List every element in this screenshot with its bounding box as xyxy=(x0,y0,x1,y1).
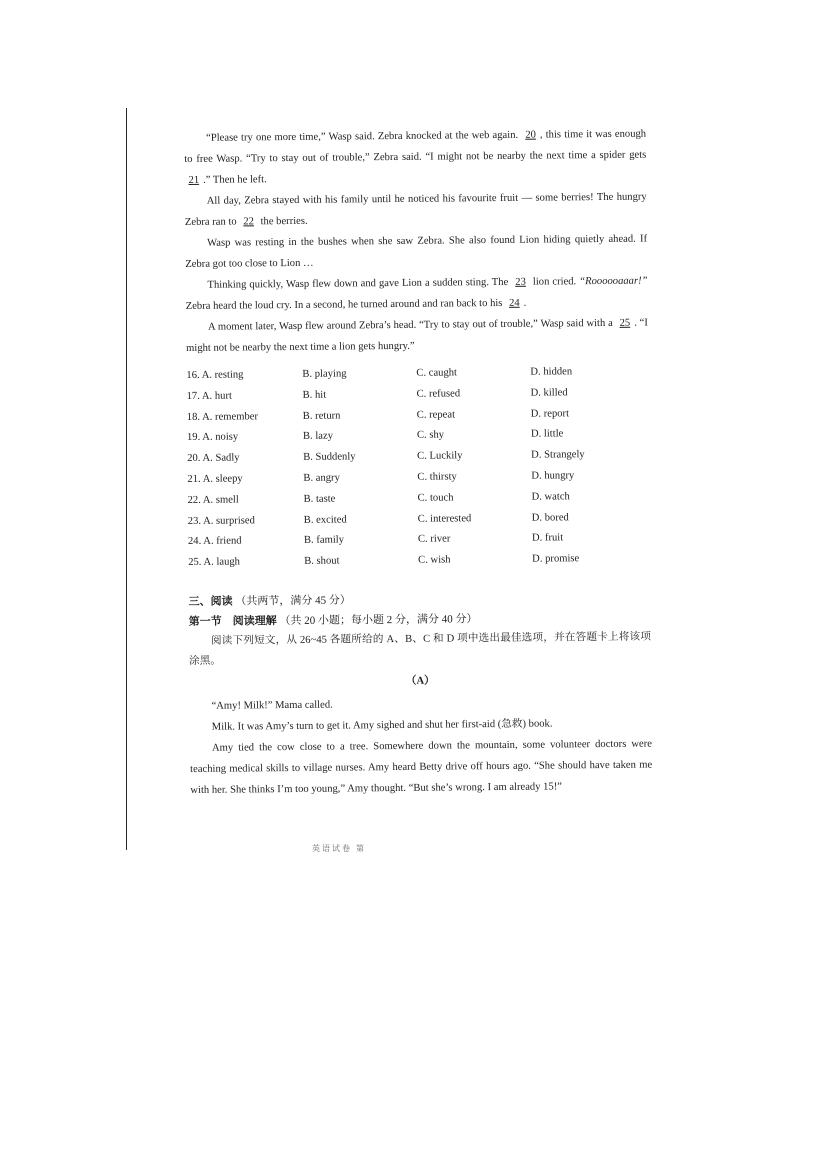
option-c: C. wish xyxy=(418,554,451,566)
blank-25: 25 xyxy=(619,317,631,329)
blank-22: 22 xyxy=(243,216,254,228)
passage-paragraph-3: Amy tied the cow close to a tree. Somewhere down the mountain, some volunteer doctors were teaching medical skills to village nurses. Amy heard Betty drive off hours ago. “She should have taken me with her. She thinks I’m too young,” Amy thought. “But she’s wrong. I am already 15!” xyxy=(190,738,653,796)
option-c: C. interested xyxy=(417,512,472,525)
story-paragraph-5 xyxy=(186,313,648,359)
option-a: 21. A. sleepy xyxy=(187,473,243,485)
option-b: B. angry xyxy=(303,472,340,484)
answer-options xyxy=(186,362,650,574)
text: “Please try one more time,” Wasp said. Zebra knocked at the web again. xyxy=(206,129,522,144)
option-c: C. caught xyxy=(416,367,458,379)
option-b: B. return xyxy=(302,410,341,422)
option-c: C. thirsty xyxy=(417,471,457,483)
text: A moment later, Wasp flew around Zebra’s head. “Try to stay out of trouble,” Wasp said with a xyxy=(207,317,616,333)
option-c: C. repeat xyxy=(416,409,456,421)
option-a: 20. A. Sadly xyxy=(187,452,240,465)
instructions: 阅读下列短文，从 26~45 各题所给的 A、B、C 和 D 项中选出最佳选项，并在答题卡上将该项涂黑。 xyxy=(189,631,651,667)
blank-21: 21 xyxy=(188,174,200,186)
text: lion cried. xyxy=(529,276,580,288)
option-b: B. lazy xyxy=(302,430,334,443)
option-d: D. bored xyxy=(531,511,569,524)
blank-24: 24 xyxy=(509,297,520,309)
blank-20: 20 xyxy=(525,129,536,141)
blank-23: 23 xyxy=(515,276,526,288)
option-a: 23. A. surprised xyxy=(187,514,255,527)
text: All day, Zebra stayed with his family until he noticed his favourite fruit — some berries! The hungry Zebra ran to xyxy=(184,191,647,228)
passage-paragraph-2: Milk. It was Amy’s turn to get it. Amy sighed and shut her first-aid (急救) book. xyxy=(211,718,553,733)
option-b: B. hit xyxy=(302,389,327,401)
option-b: B. playing xyxy=(302,368,347,380)
option-b: B. taste xyxy=(303,493,336,505)
section-heading: 三、阅读 xyxy=(188,595,233,608)
story-paragraph-2 xyxy=(185,187,647,233)
passage-label: （A） xyxy=(405,675,435,687)
option-d: D. Strangely xyxy=(531,449,585,461)
binding-margin-line xyxy=(126,108,127,850)
option-c: C. shy xyxy=(416,429,445,442)
option-b: B. family xyxy=(303,534,345,547)
text: Zebra heard the loud cry. In a second, he turned around and ran back to his xyxy=(185,297,506,312)
passage-paragraph-1: “Amy! Milk!” Mama called. xyxy=(211,699,333,712)
option-b: B. excited xyxy=(303,514,347,526)
option-a: 18. A. remember xyxy=(186,410,259,423)
option-d: D. report xyxy=(530,407,570,420)
story-paragraph-3: Wasp was resting in the bushes when she saw Zebra. She also found Lion hiding quietly ahead. If Zebra got too close to Lion … xyxy=(185,233,648,270)
option-c: C. refused xyxy=(416,388,461,400)
story-paragraph-4 xyxy=(185,271,647,317)
text: , this time it was enough to free Wasp. “Try to stay out of trouble,” Zebra said. “I might not be nearby the next time a spider gets xyxy=(184,128,647,165)
text: . xyxy=(523,297,527,309)
option-d: D. watch xyxy=(531,491,570,503)
option-a: 22. A. smell xyxy=(187,494,239,506)
option-d: D. promise xyxy=(532,553,580,565)
text: Thinking quickly, Wasp flew down and gave Lion a sudden sting. The xyxy=(207,276,512,291)
reading-section xyxy=(188,588,652,801)
option-d: D. hidden xyxy=(530,366,573,378)
option-d: D. fruit xyxy=(531,532,564,545)
text: . “I might not be nearby the next time a lion gets hungry.” xyxy=(186,317,648,354)
option-d: D. killed xyxy=(530,387,568,399)
option-a: 24. A. friend xyxy=(187,535,242,548)
option-a: 16. A. resting xyxy=(186,369,244,381)
text: .” Then he left. xyxy=(203,174,267,186)
option-c: C. touch xyxy=(417,492,454,504)
part-heading: 第一节 阅读理解 xyxy=(188,615,277,628)
option-d: D. little xyxy=(530,428,564,441)
option-row xyxy=(188,549,650,574)
option-c: C. river xyxy=(417,533,451,546)
option-a: 25. A. laugh xyxy=(188,556,241,569)
option-d: D. hungry xyxy=(531,470,575,482)
option-b: B. shout xyxy=(304,555,340,568)
option-c: C. Luckily xyxy=(417,450,463,462)
page-content xyxy=(184,124,652,801)
option-a: 19. A. noisy xyxy=(186,431,239,444)
section-note: （共两节，满分 45 分） xyxy=(235,594,351,608)
roar-text: “Roooooaaar!” xyxy=(579,275,648,288)
text: the berries. xyxy=(257,215,308,228)
option-a: 17. A. hurt xyxy=(186,390,232,402)
story-paragraph-1 xyxy=(184,124,647,191)
part-note: （共 20 小题；每小题 2 分，满分 40 分） xyxy=(279,613,478,628)
option-b: B. Suddenly xyxy=(303,451,356,464)
page-footer: 英语试卷 第 xyxy=(312,844,366,853)
